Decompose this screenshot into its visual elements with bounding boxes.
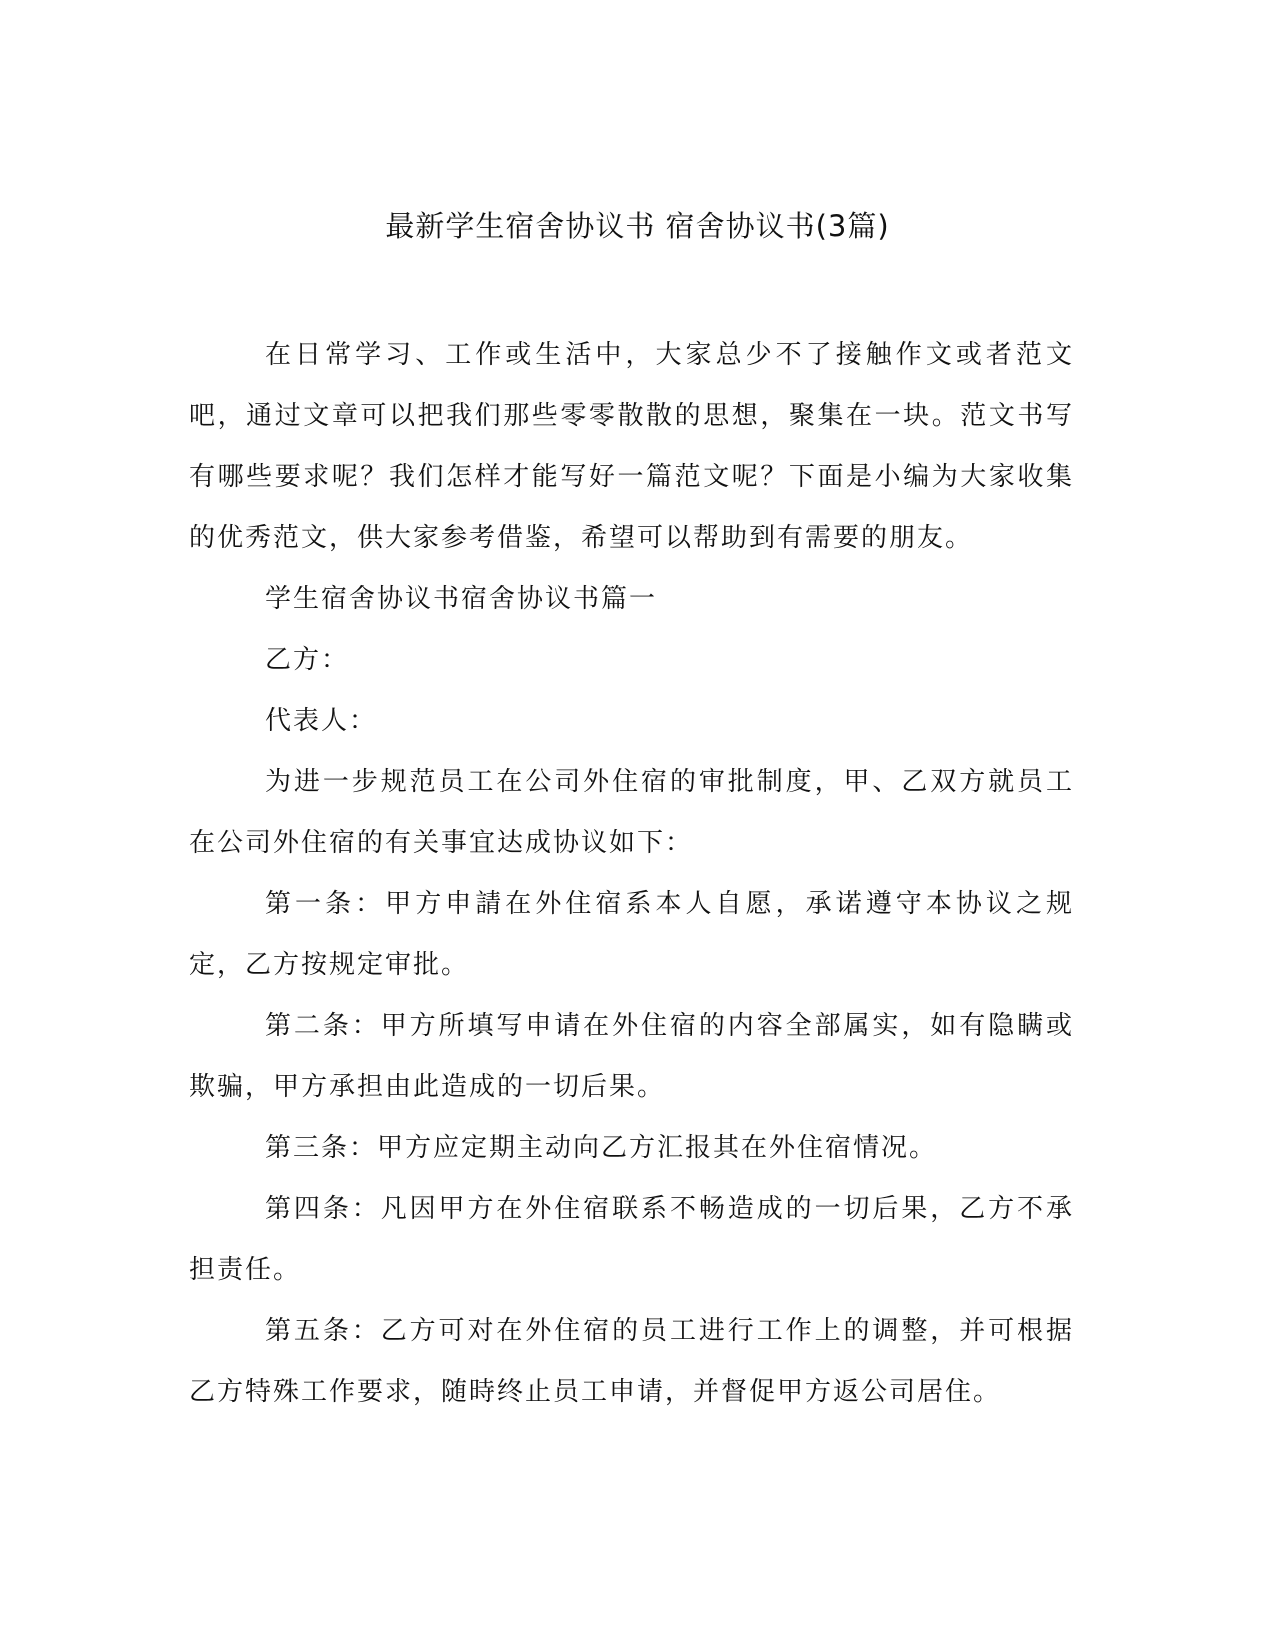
- article-1: 第一条：甲方申請在外住宿系本人自愿，承诺遵守本协议之规定，乙方按规定审批。: [189, 889, 1074, 980]
- representative-field: 代表人：: [265, 706, 378, 736]
- article-5: 第五条：乙方可对在外住宿的员工进行工作上的调整，并可根据乙方特殊工作要求，随時终止员工申请，并督促甲方返公司居住。: [189, 1316, 1074, 1407]
- article-4: 第四条：凡因甲方在外住宿联系不畅造成的一切后果，乙方不承担责任。: [189, 1194, 1074, 1285]
- document-title: 最新学生宿舍协议书 宿舍协议书(3篇): [385, 209, 890, 243]
- document-body: [189, 325, 1074, 1423]
- paragraph-preamble: 为进一步规范员工在公司外住宿的审批制度，甲、乙双方就员工在公司外住宿的有关事宜达成协议如下：: [189, 767, 1074, 858]
- paragraph-intro: 在日常学习、工作或生活中，大家总少不了接触作文或者范文吧，通过文章可以把我们那些零零散散的思想，聚集在一块。范文书写有哪些要求呢？我们怎样才能写好一篇范文呢？下面是小编为大家收集的优秀范文，供大家参考借鉴，希望可以帮助到有需要的朋友。: [189, 340, 1074, 553]
- party-b-field: 乙方：: [265, 645, 350, 675]
- article-3: 第三条：甲方应定期主动向乙方汇报其在外住宿情况。: [265, 1133, 938, 1163]
- section-heading: 学生宿舍协议书宿舍协议书篇一: [265, 584, 658, 614]
- article-2: 第二条：甲方所填写申请在外住宿的内容全部属实，如有隐瞒或欺骗，甲方承担由此造成的一切后果。: [189, 1011, 1074, 1102]
